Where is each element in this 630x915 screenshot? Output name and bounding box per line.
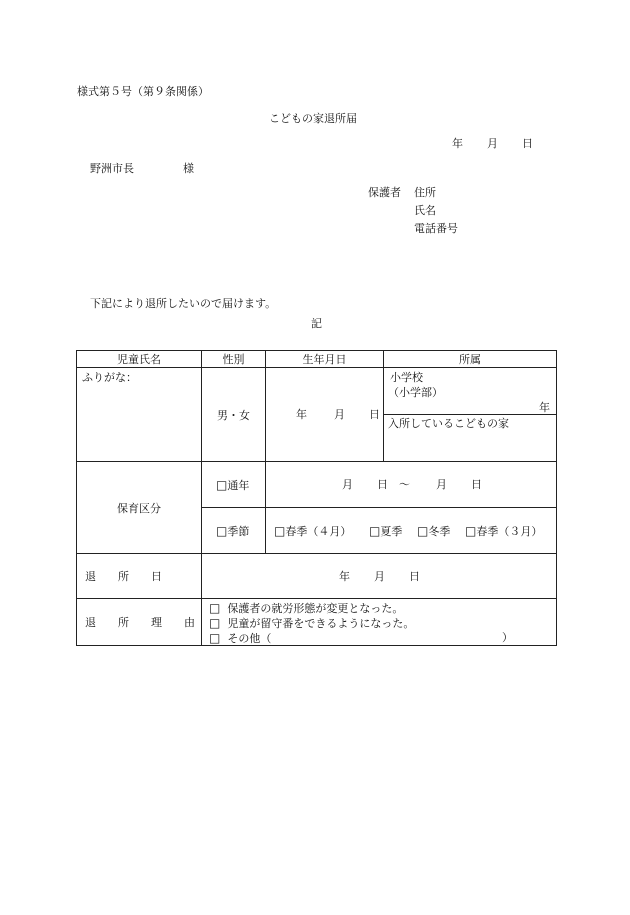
child-row: [77, 368, 557, 462]
season-summer[interactable]: [369, 525, 402, 537]
season-label: 春季（３月）: [476, 525, 543, 538]
form-number: 様式第５号（第９条関係）: [77, 85, 209, 98]
header-child-name: 児童氏名: [77, 351, 202, 368]
intro-text: 下記により退所したいので届けます。: [90, 297, 277, 310]
birth-month: 月: [334, 408, 345, 421]
taisho-year: 年: [339, 570, 350, 583]
kisetsu-label: 季節: [227, 525, 250, 538]
tsunen-period-cell[interactable]: [266, 462, 557, 508]
kodomo-box[interactable]: [384, 415, 556, 461]
kodomo-label: 入所しているこどもの家: [388, 417, 509, 430]
school-division-label: （小学部）: [388, 386, 443, 399]
reason-text: 児童が留守番をできるようになった。: [227, 617, 415, 630]
reason-label: 退 所 理 由: [85, 616, 195, 629]
tsunen-cell[interactable]: [202, 462, 266, 508]
ki-heading: 記: [311, 317, 322, 330]
taisho-date-row: [77, 554, 557, 599]
season-checkbox[interactable]: □: [465, 524, 477, 538]
reason-other-close-paren: ）: [502, 631, 513, 644]
taisho-date-label: 退 所 日: [85, 570, 162, 583]
taisho-date-label-cell: [77, 554, 202, 599]
affiliation-cell: [384, 368, 557, 462]
season-winter[interactable]: [417, 525, 450, 537]
kisetsu-checkbox[interactable]: □: [216, 524, 228, 538]
reason-item-other[interactable]: [209, 632, 271, 644]
season-spring-april[interactable]: [274, 525, 351, 537]
guardian-address-label: 住所: [414, 186, 436, 199]
child-name-cell[interactable]: [77, 368, 202, 462]
period-tilde: ～: [399, 478, 410, 491]
header-birthdate: 生年月日: [266, 351, 384, 368]
kisetsu-cell[interactable]: [202, 508, 266, 554]
period-month2: 月: [436, 478, 447, 491]
season-checkbox[interactable]: □: [274, 524, 286, 538]
hoiku-label-cell: [77, 462, 202, 554]
date-month: 月: [487, 137, 498, 150]
period-day2: 日: [471, 478, 482, 491]
withdrawal-table: [76, 350, 557, 646]
birth-year: 年: [296, 408, 307, 421]
season-checkbox[interactable]: □: [417, 524, 429, 538]
reason-options-cell: [202, 599, 557, 646]
period-month1: 月: [342, 478, 353, 491]
gender-options: 男・女: [217, 408, 250, 422]
seasons-cell: [266, 508, 557, 554]
reason-checkbox[interactable]: □: [209, 631, 221, 645]
date-day: 日: [522, 137, 533, 150]
furigana-label: ふりがな：: [82, 371, 137, 384]
school-box[interactable]: [384, 368, 556, 415]
birth-day: 日: [369, 408, 380, 421]
date-year: 年: [452, 137, 463, 150]
season-label: 夏季: [380, 525, 403, 538]
addressee-name: 野洲市長: [90, 162, 134, 175]
season-label: 冬季: [428, 525, 451, 538]
taisho-date-cell[interactable]: [202, 554, 557, 599]
guardian-label: 保護者: [368, 186, 401, 199]
season-spring-march[interactable]: [465, 525, 542, 537]
school-label: 小学校: [390, 371, 423, 384]
period-day1: 日: [377, 478, 388, 491]
guardian-phone-label: 電話番号: [414, 222, 458, 235]
birthdate-cell[interactable]: [266, 368, 384, 462]
hoiku-label: 保育区分: [117, 501, 161, 515]
tsunen-label: 通年: [227, 479, 250, 492]
grade-label: 年: [539, 401, 550, 414]
table-header-row: [77, 351, 557, 368]
reason-label-cell: [77, 599, 202, 646]
header-affiliation: 所属: [384, 351, 557, 368]
tsunen-checkbox[interactable]: □: [216, 478, 228, 492]
reason-row: [77, 599, 557, 646]
season-label: 春季（４月）: [285, 525, 352, 538]
season-checkbox[interactable]: □: [369, 524, 381, 538]
header-gender: 性別: [202, 351, 266, 368]
reason-checkbox[interactable]: □: [209, 616, 221, 630]
addressee-honorific: 様: [183, 162, 194, 175]
reason-text: 保護者の就労形態が変更となった。: [227, 602, 404, 615]
hoiku-row-1: [77, 462, 557, 508]
taisho-day: 日: [409, 570, 420, 583]
gender-cell[interactable]: [202, 368, 266, 462]
form-title: こどもの家退所届: [269, 112, 357, 125]
reason-text: その他（: [227, 632, 272, 645]
reason-item-job-change[interactable]: [209, 602, 403, 614]
guardian-name-label: 氏名: [414, 204, 436, 217]
taisho-month: 月: [374, 570, 385, 583]
reason-item-stay-alone[interactable]: [209, 617, 414, 629]
reason-checkbox[interactable]: □: [209, 601, 221, 615]
